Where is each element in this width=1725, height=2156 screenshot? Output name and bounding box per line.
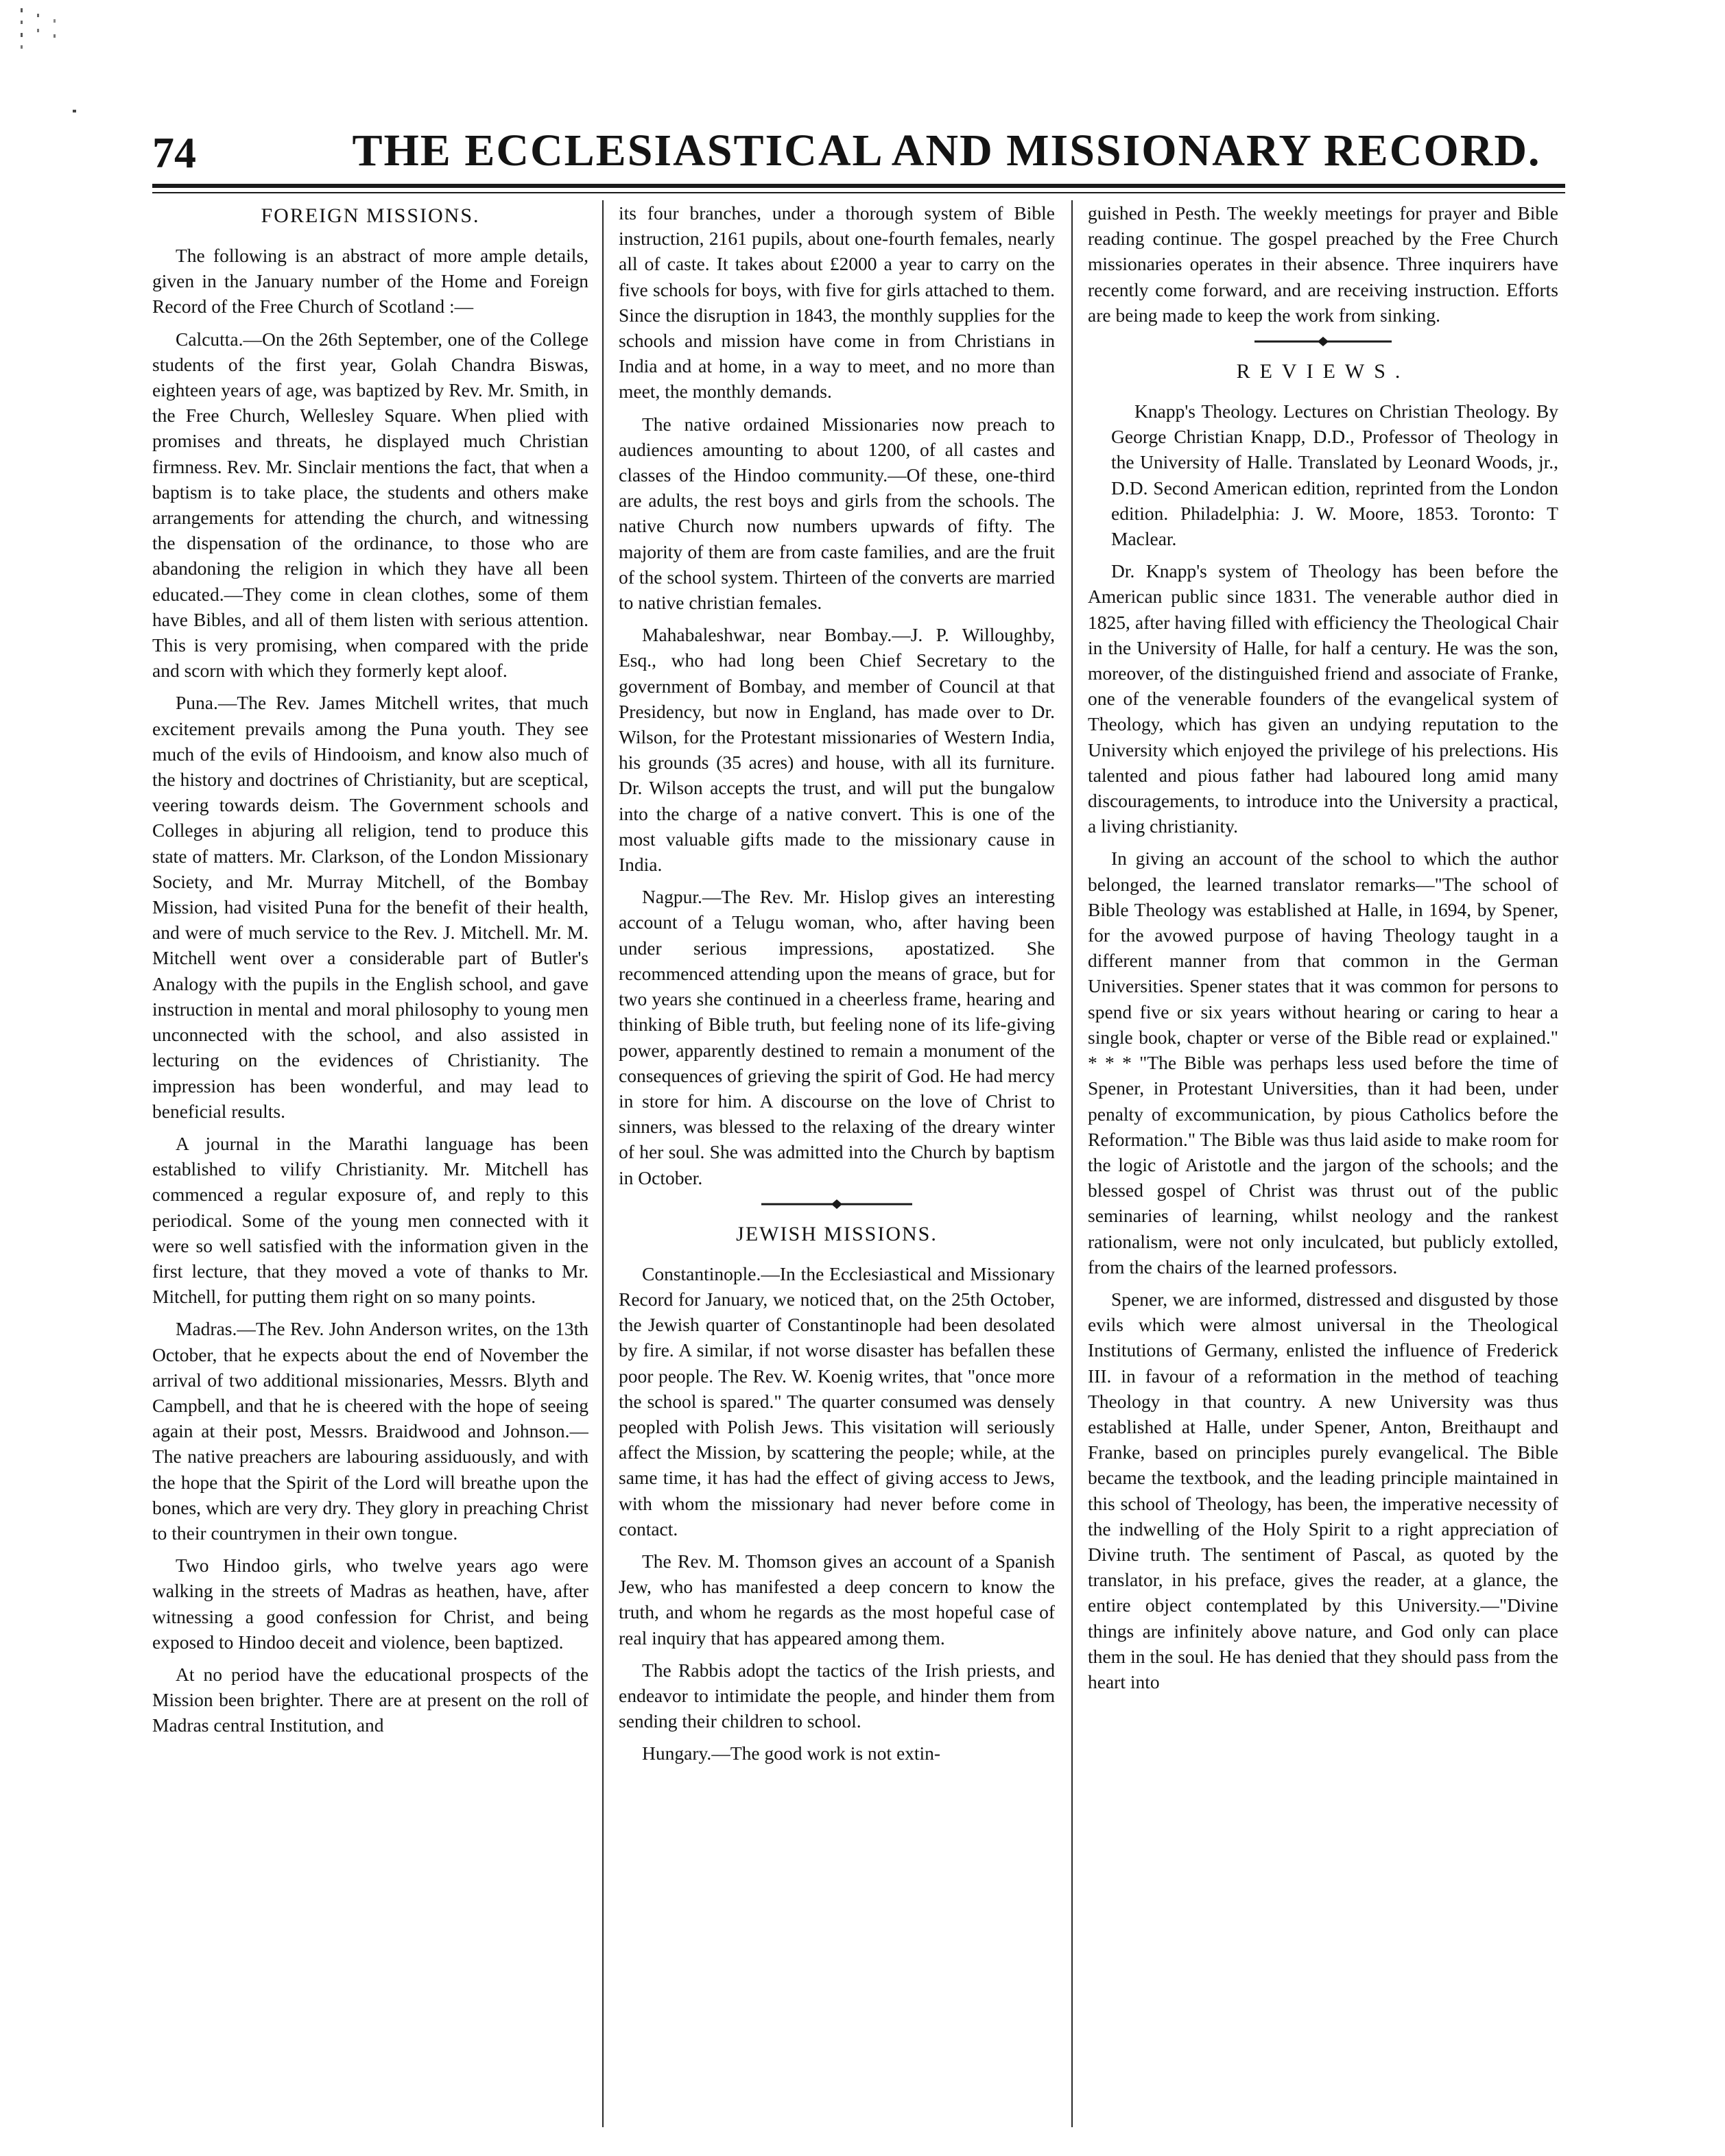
column-3 <box>1088 200 1558 2141</box>
paragraph-puna: Puna.—The Rev. James Mitchell writes, that much excitement prevails among the Puna youth. They see much of the evils of Hindooism, and know also much of the history and doctrines of Christianity, but are sceptical, veering towards deism. The Government schools and Colleges in abjuring all religion, tend to produce this state of matters. Mr. Clarkson, of the London Missionary Society, and Mr. Murray Mitchell, of the Bombay Mission, had visited Puna for the benefit of their health, and were of much service to the Rev. J. Mitchell. Mr. M. Mitchell went over a considerable part of Butler's Analogy with the pupils in the English school, and gave instruction in mental and moral philosophy to young men unconnected with the school, and also assisted in lecturing on the evidences of Christianity. The impression has been wonderful, and may lead to beneficial results. <box>152 692 588 1122</box>
paragraph-mahabaleshwar: Mahabaleshwar, near Bombay.—J. P. Willoughby, Esq., who had long been Chief Secretary to the government of Bombay, and member of Council at that Presidency, but now in England, has made over to Dr. Wilson, for the Protestant missionaries of Western India, his grounds (35 acres) and house, with all its furniture. Dr. Wilson accepts the trust, and will put the bungalow into the charge of a native convert. This is one of the most valuable gifts made to the missionary cause in India. <box>619 624 1055 876</box>
paragraph-school-account: In giving an account of the school to which the author belonged, the learned translator remarks—"The school of Bible Theology was established at Halle, in 1694, by Spener, for the avowed purpose of having Theology taught in a different manner from that common in the German Universities. Spener states that it was common for persons to spend five or six years without hearing or caring to hear a single book, chapter or verse of the Bible read or explained." * * * "The Bible was perhaps less used before the time of Spener, in Protestant Universities, than it had been, under penalty of excommunication, by pious Catholics before the Reformation." The Bible was thus laid aside to make room for the logic of Aristotle and the jargon of the schools; and the blessed gospel of Christ was thrust out of the public seminaries of learning, whilst neology and the rankest rationalism, were not only inculcated, but publicly extolled, from the chairs of the learned professors. <box>1088 848 1558 1278</box>
paragraph-spener: Spener, we are informed, distressed and disgusted by those evils which were almost universal in the Theological Institutions of Germany, enlisted the influence of Frederick III. in favour of a reformation in the method of teaching Theology in that country. A new University was thus established at Halle, under Spener, Anton, Breithaupt and Franke, based on principles purely evangelical. The Bible became the textbook, and the leading principle maintained in this school of Theology, has been, the imperative necessity of the indwelling of the Holy Spirit to a right appreciation of Divine truth. The sentiment of Pascal, as quoted by the translator, in his preface, gives the reader, at a glance, the entire object contemplated by this University.—"Divine things are infinitely above nature, and God only can place them in the soul. He has denied that they should pass from the heart into <box>1088 1288 1558 1692</box>
paragraph-nagpur: Nagpur.—The Rev. Mr. Hislop gives an interesting account of a Telugu woman, who, after having been under serious impressions, apostatized. She recommenced attending upon the means of grace, but for two years she continued in a cheerless frame, hearing and thinking of Bible truth, but feeling none of its life-giving power, apparently destined to remain a monument of the consequences of grieving the spirit of God. He had mercy in store for him. A discourse on the love of Christ to sinners, was blessed to the relaxing of the dreary winter of her soul. She was admitted into the Church by baptism in October. <box>619 886 1055 1188</box>
column-divider-1 <box>602 200 604 2127</box>
paragraph-constantinople: Constantinople.—In the Ecclesiastical and Missionary Record for January, we noticed that, on the 25th October, the Jewish quarter of Constantinople had been desolated by fire. A similar, if not worse disaster has befallen these poor people. The Rev. W. Koenig writes, that "once more the school is spared." The quarter consumed was densely peopled with Polish Jews. This visitation will seriously affect the Mission, by scattering the people; while, at the same time, it has had the effect of giving access to Jews, with whom the missionary had never before come in contact. <box>619 1262 1055 1540</box>
header-rule-thick <box>152 184 1565 188</box>
paragraph-madras: Madras.—The Rev. John Anderson writes, on the 13th October, that he expects about the end of November the arrival of two additional missionaries, Messrs. Blyth and Campbell, and that he is cheered with the hope of seeing again at their post, Messrs. Braidwood and Johnson.—The native preachers are labouring assiduously, and with the hope that the Spirit of the Lord will breathe upon the bones, which are very dry. They glory in preaching Christ to their countrymen in their own tongue. <box>152 1318 588 1544</box>
paragraph-rabbis: The Rabbis adopt the tactics of the Irish priests, and endeavor to intimidate the people, and hinder them from sending their children to school. <box>619 1659 1055 1732</box>
running-title: THE ECCLESIASTICAL AND MISSIONARY RECORD. <box>352 125 1541 176</box>
paragraph-knapp-system: Dr. Knapp's system of Theology has been before the American public since 1831. The venerable author died in 1825, after having filled with efficiency the Theological Chair in the University of Halle, for half a century. He was the son, moreover, of the distinguished friend and associate of Franke, one of the venerable founders of the evangelical system of Theology, which has given an undying reputation to the University which enjoyed the privilege of his prelections. His talented and pious father had laboured long amid many discouragements, to introduce into the University a practical, a living christianity. <box>1088 560 1558 837</box>
section-ornament <box>619 1199 1055 1213</box>
paragraph-hungary: Hungary.—The good work is not extin- <box>642 1742 941 1764</box>
section-ornament <box>1088 336 1558 350</box>
paragraph-hindoo-girls: Two Hindoo girls, who twelve years ago were walking in the streets of Madras as heathen, have, after witnessing a good confession for Christ, and being exposed to Hindoo deceit and violence, been baptized. <box>152 1555 588 1653</box>
paragraph-intro: The following is an abstract of more ample details, given in the January number of the Home and Foreign Record of the Free Church of Scotland :— <box>152 245 588 318</box>
book-citation: Knapp's Theology. Lectures on Christian Theology. By George Christian Knapp, D.D., Professor of Theology in the University of Halle. Translated by Leonard Woods, jr., D.D. Second American edition, reprinted from the London edition. Philadelphia: J. W. Moore, 1853. Toronto: T Maclear. <box>1111 400 1558 550</box>
page-number: 74 <box>152 128 196 177</box>
paragraph-calcutta: Calcutta.—On the 26th September, one of the College students of the first year, Golah Chandra Biswas, eighteen years of age, was baptized by Rev. Mr. Smith, in the Free Church, Wellesley Square. When plied with promises and threats, he displayed much Christian firmness. Rev. Mr. Sinclair mentions the fact, that when a baptism is to take place, the students and others make arrangements for attending the church, and witnessing the dispensation of the ordinance, to those who are abandoning the religion in which they have all been educated.—They come in clean clothes, some of them have Bibles, and all of them listen with serious attention. This is very promising, when compared with the pride and scorn with which they formerly kept aloof. <box>152 328 588 682</box>
paragraph-native-missionaries: The native ordained Missionaries now preach to audiences amounting to about 1200, of all castes and classes of the Hindoo community.—Of these, one-third are adults, the rest boys and girls from the schools. The native Church now numbers upwards of fifty. The majority of them are from caste families, and are the fruit of the school system. Thirteen of the converts are married to native christian females. <box>619 413 1055 614</box>
paragraph-educational-prospects: At no period have the educational prospects of the Mission been brighter. There are at present on the roll of Madras central Institution, and <box>152 1663 588 1736</box>
section-heading-foreign-missions: FOREIGN MISSIONS. <box>261 204 480 227</box>
paragraph-hungary-continued: guished in Pesth. The weekly meetings for prayer and Bible reading continue. The gospel preached by the Free Church missionaries operates in their absence. Three inquirers have recently come forward, and are receiving instruction. Efforts are being made to keep the work from sinking. <box>1088 202 1558 326</box>
section-heading-jewish-missions: JEWISH MISSIONS. <box>736 1222 938 1245</box>
section-heading-reviews: REVIEWS. <box>1236 360 1410 383</box>
column-1 <box>152 200 588 2141</box>
paragraph-thomson: The Rev. M. Thomson gives an account of a Spanish Jew, who has manifested a deep concern to know the truth, and whom he regards as the most hopeful case of real inquiry that has appeared among them. <box>619 1550 1055 1649</box>
paragraph-madras-continued: its four branches, under a thorough system of Bible instruction, 2161 pupils, about one-fourth females, nearly all of caste. It takes about £2000 a year to carry on the five schools for boys, with five for girls attached to them. Since the disruption in 1843, the monthly supplies for the schools and mission have come in from Christians in India and at home, in a way to meet, and no more than meet, the monthly demands. <box>619 202 1055 403</box>
column-2 <box>619 200 1055 2141</box>
column-divider-2 <box>1071 200 1073 2127</box>
header-rule-thin <box>152 192 1565 193</box>
margin-specks <box>14 0 82 137</box>
paragraph-marathi-journal: A journal in the Marathi language has been established to vilify Christianity. Mr. Mitchell has commenced a regular exposure of, and reply to this periodical. Some of the young men connected with it were so well satisfied with the information given in the first lecture, that they moved a vote of thanks to Mr. Mitchell, for putting them right on so many points. <box>152 1132 588 1308</box>
